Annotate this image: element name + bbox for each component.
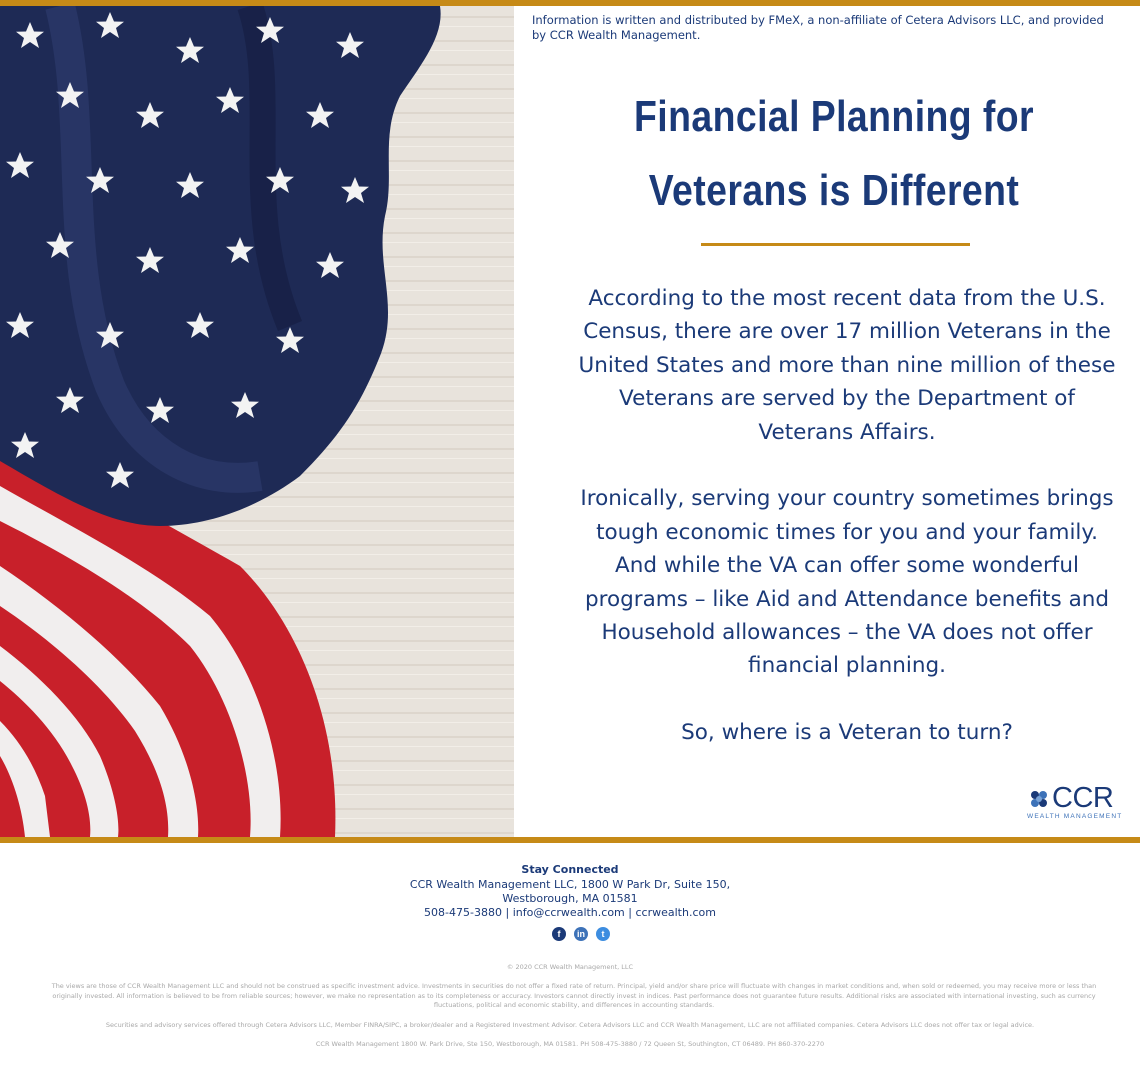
bottom-gold-bar — [0, 837, 1140, 843]
twitter-glyph: t — [601, 929, 605, 939]
separator: | — [624, 906, 636, 919]
paragraph-1: According to the most recent data from the U.S. Census, there are over 17 million Veterans in the United States and more than nine million of these Veterans are served by the Department of Veterans Affairs. — [578, 286, 1116, 445]
american-flag-image — [0, 6, 514, 837]
ccr-logo-mark-icon — [1026, 786, 1052, 812]
linkedin-icon[interactable] — [574, 927, 588, 941]
title-line-2: Veterans is Different — [648, 166, 1020, 215]
facebook-glyph: f — [557, 929, 561, 939]
title-divider — [701, 243, 970, 246]
facebook-icon[interactable] — [552, 927, 566, 941]
paragraph-2: Ironically, serving your country sometimes brings tough economic times for you and your family. And while the VA can offer some wonderful programs – like Aid and Attendance benefits and Household allowances – the VA does not offer financial planning. — [580, 486, 1114, 679]
logo-wordmark: CCR — [1052, 782, 1114, 814]
paragraph-3: So, where is a Veteran to turn? — [681, 720, 1013, 746]
copyright: © 2020 CCR Wealth Management, LLC — [506, 963, 634, 971]
email-link[interactable]: info@ccrwealth.com — [512, 906, 625, 919]
address-line-1: CCR Wealth Management LLC, 1800 W Park Dr, Suite 150, — [409, 878, 731, 891]
linkedin-glyph: in — [577, 929, 585, 939]
phone-link[interactable]: 508-475-3880 — [424, 906, 502, 919]
legal-disclaimer-3: CCR Wealth Management 1800 W. Park Drive, Ste 150, Westborough, MA 01581. PH 508-475-3880 / 72 Queen St, Southington, CT 06489. PH 860-370-2270 — [315, 1040, 825, 1048]
top-disclaimer: Information is written and distributed by FMeX, a non-affiliate of Cetera Advisors LLC, and provided by CCR Wealth Management. — [532, 13, 1104, 42]
contact-line — [0, 906, 1140, 919]
stay-connected-heading: Stay Connected — [521, 863, 619, 876]
ccr-logo[interactable] — [1026, 782, 1123, 824]
website-link[interactable]: ccrwealth.com — [635, 906, 716, 919]
social-links — [552, 927, 616, 943]
article-panel — [514, 6, 1140, 837]
page-title — [613, 80, 1055, 228]
separator: | — [501, 906, 513, 919]
legal-disclaimer-1: The views are those of CCR Wealth Management LLC and should not be construed as specific investment advice. Investments in securities do not offer a fixed rate of return. Principal, yield and/or share price will fluctuate with changes in market conditions and, when sold or redeemed, you may receive more or less than originally invested. All information is believed to be from reliable sources; however, we make no representation as to its completeness or accuracy. Investors cannot directly invest in indices. Past performance does not guarantee future results. Additional risks are associated with international investing, such as currency fluctuations, political and economic stability, and differences in accounting standards. — [51, 982, 1097, 1009]
twitter-icon[interactable] — [596, 927, 610, 941]
flag-illustration — [0, 6, 514, 837]
article-body — [572, 282, 1122, 783]
address-line-2: Westborough, MA 01581 — [502, 892, 638, 905]
logo-subtitle: WEALTH MANAGEMENT — [1027, 813, 1123, 820]
hero-section — [0, 6, 1140, 837]
title-line-1: Financial Planning for — [633, 92, 1035, 141]
legal-disclaimer-2: Securities and advisory services offered through Cetera Advisors LLC, Member FINRA/SIPC, a broker/dealer and a Registered Investment Advisor. Cetera Advisors LLC and CCR Wealth Management, LLC are not affiliated companies. Cetera Advisors LLC does not offer tax or legal advice. — [105, 1021, 1035, 1029]
